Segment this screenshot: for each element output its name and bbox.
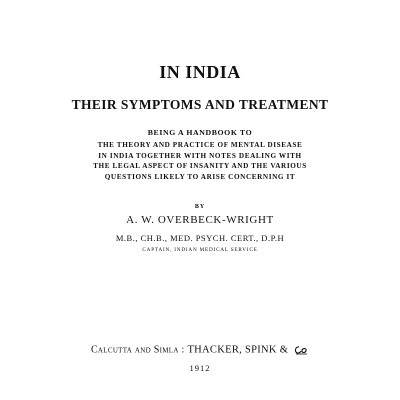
author-degrees: M.B., CH.B., MED. PSYCH. CERT., D.P.H [115, 233, 285, 243]
by-line: BY [194, 204, 206, 210]
author-rank: CAPTAIN, INDIAN MEDICAL SERVICE [142, 247, 258, 253]
publisher-imprint [0, 345, 400, 356]
imprint-place: Calcutta and Simla : [90, 344, 185, 356]
description-line: THE LEGAL ASPECT OF INSANITY AND THE VARIOUS [93, 162, 307, 171]
book-title: IN INDIA [159, 62, 241, 82]
description-line: QUESTIONS LIKELY TO ARISE CONCERNING IT [104, 172, 296, 181]
book-subtitle: THEIR SYMPTOMS AND TREATMENT [71, 97, 329, 112]
author-name: A. W. OVERBECK-WRIGHT [126, 214, 274, 226]
description-line: THE THEORY AND PRACTICE OF MENTAL DISEASE [97, 141, 303, 149]
description-block [0, 140, 400, 182]
publication-year: 1912 [189, 363, 211, 373]
co-mark-icon [293, 345, 309, 355]
imprint-publisher: THACKER, SPINK & [187, 344, 289, 356]
description-line: IN INDIA TOGETHER WITH NOTES DEALING WITH [98, 151, 302, 160]
description-lead: BEING A HANDBOOK TO [147, 128, 253, 137]
